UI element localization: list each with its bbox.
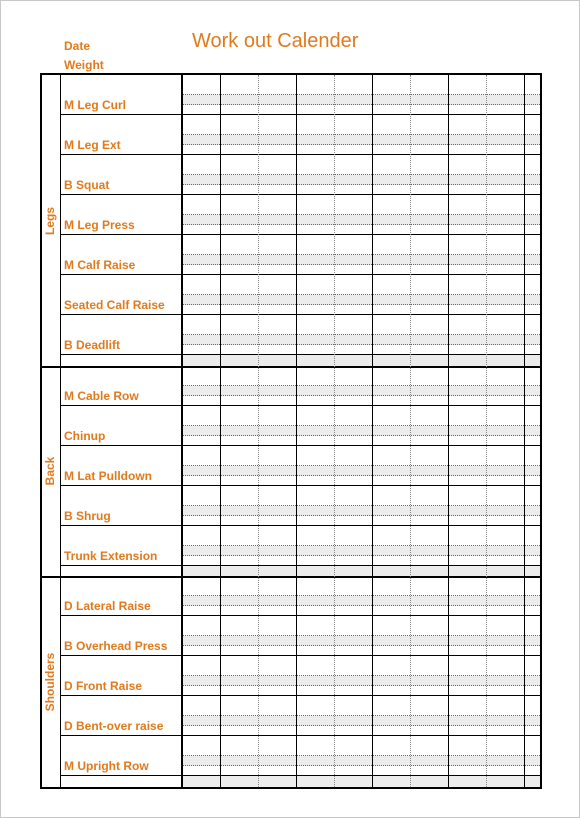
- weight-label: Weight: [64, 58, 104, 72]
- column-divider: [524, 75, 525, 787]
- exercise-label: D Bent-over raise: [64, 719, 164, 733]
- exercise-name-cell: [61, 115, 182, 155]
- exercise-name-cell: [61, 656, 182, 696]
- exercise-name-cell: [61, 486, 182, 526]
- exercise-name-cell: [61, 736, 182, 776]
- group-label-shoulders: [40, 576, 61, 787]
- exercise-label: M Leg Curl: [64, 98, 126, 112]
- column-divider: [334, 75, 335, 787]
- group-label-back: [40, 366, 61, 576]
- exercise-name-cell: [61, 355, 182, 366]
- exercise-label: D Lateral Raise: [64, 599, 151, 613]
- exercise-label: Chinup: [64, 429, 106, 443]
- exercise-name-cell: [61, 406, 182, 446]
- exercise-name-cell: [61, 235, 182, 275]
- column-divider: [410, 75, 411, 787]
- exercise-label: B Squat: [64, 178, 110, 192]
- exercise-label: Seated Calf Raise: [64, 298, 165, 312]
- column-divider: [372, 75, 373, 787]
- column-divider: [182, 75, 183, 787]
- exercise-label: B Shrug: [64, 509, 111, 523]
- column-divider: [296, 75, 297, 787]
- exercise-name-cell: [61, 696, 182, 736]
- exercise-name-cell: [61, 155, 182, 195]
- exercise-name-cell: [61, 776, 182, 787]
- exercise-name-cell: [61, 526, 182, 566]
- date-label: Date: [64, 39, 91, 53]
- exercise-label: M Lat Pulldown: [64, 469, 152, 483]
- exercise-label: D Front Raise: [64, 679, 143, 693]
- exercise-name-cell: [61, 366, 182, 406]
- exercise-name-cell: [61, 576, 182, 616]
- exercise-name-cell: [61, 75, 182, 115]
- group-label-text: Shoulders: [43, 652, 57, 711]
- exercise-label: M Leg Ext: [64, 138, 121, 152]
- column-divider: [220, 75, 221, 787]
- exercise-label: M Calf Raise: [64, 258, 136, 272]
- exercise-name-cell: [61, 566, 182, 576]
- group-label-text: Legs: [43, 206, 57, 235]
- exercise-name-cell: [61, 616, 182, 656]
- exercise-name-cell: [61, 195, 182, 235]
- exercise-label: Trunk Extension: [64, 549, 158, 563]
- exercise-name-cell: [61, 315, 182, 355]
- exercise-name-cell: [61, 446, 182, 486]
- exercise-label: M Cable Row: [64, 389, 139, 403]
- exercise-label: M Leg Press: [64, 218, 135, 232]
- exercise-name-cell: [61, 275, 182, 315]
- exercise-label: B Deadlift: [64, 338, 121, 352]
- page-title: Work out Calender: [192, 30, 359, 52]
- column-divider: [448, 75, 449, 787]
- exercise-label: M Upright Row: [64, 759, 149, 773]
- group-label-legs: [40, 75, 61, 366]
- exercise-label: B Overhead Press: [64, 639, 168, 653]
- group-label-text: Back: [43, 456, 57, 486]
- column-divider: [486, 75, 487, 787]
- column-divider: [258, 75, 259, 787]
